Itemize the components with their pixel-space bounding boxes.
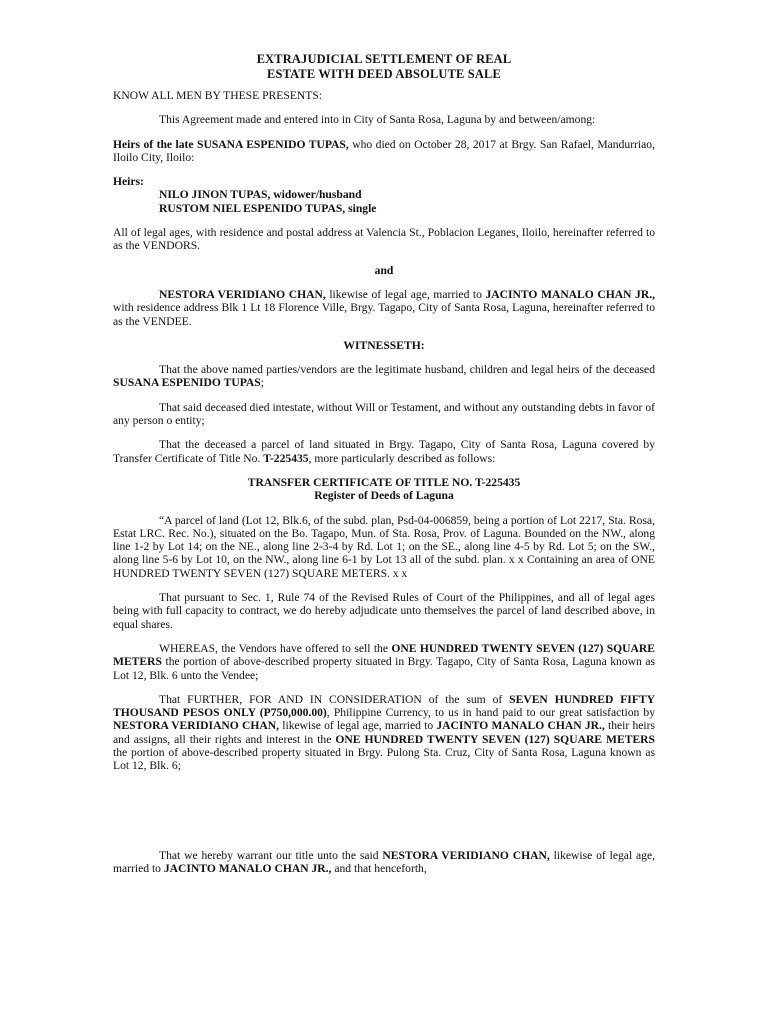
area-text: ONE HUNDRED TWENTY SEVEN (127) SQUARE METERS [335, 732, 655, 746]
vendee-spouse: JACINTO MANALO CHAN JR., [485, 287, 656, 301]
vendee-name: NESTORA VERIDIANO CHAN, [159, 287, 326, 301]
paragraph-text: the portion of above-described property situated in Brgy. Tagapo, City of Santa Rosa, Laguna known as Lot 12, Blk. 6 unto the Vendee; [113, 655, 655, 682]
paragraph-text: WHEREAS, the Vendors have offered to sell the [159, 641, 392, 655]
heirs-of-rest: who died on October 28, 2017 at Brgy. San Rafael, Mandurriao, Iloilo City, Iloilo: [113, 137, 655, 164]
vendee-spouse: JACINTO MANALO CHAN JR., [436, 719, 605, 733]
tct-title: TRANSFER CERTIFICATE OF TITLE NO. T-225435 [247, 475, 521, 489]
title-line-2: ESTATE WITH DEED ABSOLUTE SALE [267, 66, 501, 81]
paragraph-text: That we hereby warrant our title unto the said [159, 848, 383, 862]
vendee-name: NESTORA VERIDIANO CHAN, [382, 848, 550, 862]
heir-item: NILO JINON TUPAS, widower/husband [159, 188, 362, 202]
paragraph-text: That the deceased a parcel of land situated in Brgy. Tagapo, City of Santa Rosa, Laguna covered by Transfer Certificate of Title No. [113, 438, 655, 465]
witness-paragraph-3 [113, 438, 655, 465]
agreement-paragraph: This Agreement made and entered into in City of Santa Rosa, Laguna by and between/among: [159, 113, 596, 127]
vendee-text: likewise of legal age, married to [325, 287, 486, 301]
know-all-heading: KNOW ALL MEN BY THESE PRESENTS: [113, 89, 323, 102]
heirs-of-label: Heirs of the late SUSANA ESPENIDO TUPAS, [113, 137, 349, 151]
tct-subtitle: Register of Deeds of Laguna [314, 489, 454, 503]
heirs-list [113, 188, 655, 215]
whereas-paragraph [113, 642, 655, 682]
and-separator: and [374, 263, 394, 277]
witnesseth-heading: WITNESSETH: [343, 338, 425, 352]
parcel-description: “A parcel of land (Lot 12, Blk.6, of the subd. plan, Psd-04-006859, being a portion of Lot 2217, Sta. Rosa, Estat LRC. Rec. No.), situated on the Bo. Tagapo, Mun. of Sta. Rosa, Prov. of Laguna. Bounded on the NW., along line 1-2 by Lot 14; on the NE., along line 2-3-4 by Rd. Lot 1; on the SE., along line 4-5 by Rd. Lot 5; on the SW., along line 5-6 by Lot 10, on the NW., along line 6-1 by Lot 13 all of the subd. plan. x x Containing an area of ONE HUNDRED TWENTY SEVEN (127) SQUARE METERS. x x [113, 513, 655, 580]
paragraph-text: their heirs and assigns, all their rights and interest in the [113, 719, 655, 746]
document-title [113, 52, 655, 81]
heir-item: RUSTOM NIEL ESPENIDO TUPAS, single [159, 201, 377, 215]
witness-paragraph-2: That said deceased died intestate, without Will or Testament, and without any outstanding debts in favor of any person o entity; [113, 400, 655, 428]
price-text: SEVEN HUNDRED FIFTY THOUSAND PESOS ONLY (P750,000.00) [113, 692, 656, 720]
paragraph-text: the portion of above-described property situated in Brgy. Pulong Sta. Cruz, City of Santa Rosa, Laguna known as Lot 12, Blk. 6; [113, 745, 655, 773]
paragraph-text: likewise of legal age, married to [113, 848, 656, 875]
deceased-name: SUSANA ESPENIDO TUPAS [113, 376, 261, 390]
area-text: ONE HUNDRED TWENTY SEVEN (127) SQUARE METERS [113, 641, 656, 669]
witness-paragraph-1 [113, 363, 655, 390]
residence-paragraph: All of legal ages, with residence and postal address at Valencia St., Poblacion Leganes, Iloilo, hereinafter referred to as the VENDORS. [113, 226, 655, 253]
paragraph-text: , Philippine Currency, to us in hand paid to our great satisfaction by [326, 706, 656, 720]
paragraph-text: ; [260, 376, 264, 390]
paragraph-text: and that henceforth, [331, 861, 427, 875]
vendee-paragraph [113, 288, 655, 328]
pursuant-paragraph: That pursuant to Sec. 1, Rule 74 of the Revised Rules of Court of the Philippines, and all of legal ages being with full capacity to contract, we do hereby adjudicate unto themselves the parcel of land described above, in equal shares. [113, 591, 655, 631]
vendee-text: with residence address Blk 1 Lt 18 Florence Ville, Brgy. Tagapo, City of Santa Rosa, Laguna, hereinafter referred to as the VENDEE. [113, 301, 655, 328]
paragraph-text: , more particularly described as follows: [308, 451, 496, 465]
warranty-paragraph [113, 849, 655, 876]
paragraph-text: likewise of legal age, married to [279, 719, 437, 733]
paragraph-text: That FURTHER, FOR AND IN CONSIDERATION of the sum of [159, 692, 510, 706]
vendee-name: NESTORA VERIDIANO CHAN, [113, 719, 280, 733]
tct-number: T-225435 [263, 451, 309, 465]
title-line-1: EXTRAJUDICIAL SETTLEMENT OF REAL [256, 52, 512, 66]
vendee-spouse: JACINTO MANALO CHAN JR., [163, 861, 332, 875]
consideration-paragraph [113, 693, 655, 773]
paragraph-text: That the above named parties/vendors are the legitimate husband, children and legal heirs of the deceased [159, 363, 655, 377]
heirs-label: Heirs: [113, 175, 144, 189]
heirs-of-paragraph [113, 138, 655, 165]
